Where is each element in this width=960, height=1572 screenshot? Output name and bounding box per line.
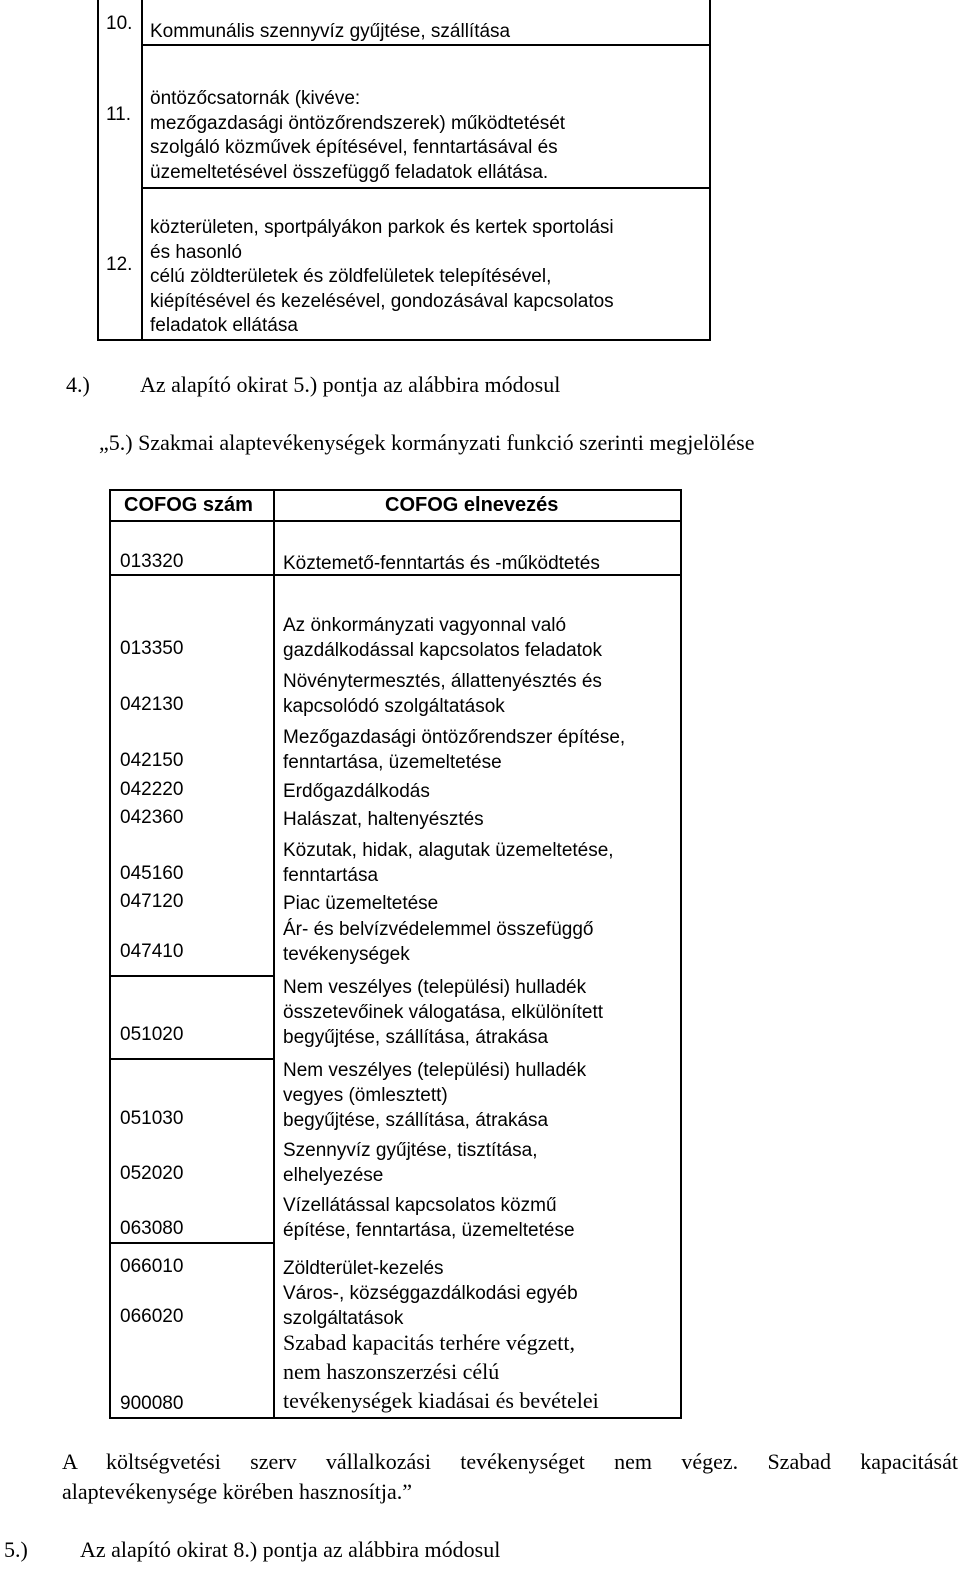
paragraph-line: A költségvetési szerv vállalkozási tevékenységet nem végez. Szabad kapacitását	[62, 1449, 958, 1474]
cofog-name-line: Szabad kapacitás terhére végzett,	[283, 1330, 575, 1355]
cofog-name-line: Szennyvíz gyűjtése, tisztítása,	[283, 1140, 538, 1161]
cofog-name-line: Zöldterület-kezelés	[283, 1258, 444, 1279]
cofog-code: 063080	[120, 1218, 184, 1239]
row-number: 10.	[106, 13, 133, 34]
cofog-name	[283, 725, 625, 775]
cofog-name-line: Köztemető-fenntartás és -működtetés	[283, 553, 600, 574]
section-5-subheading: „5.) Szakmai alaptevékenységek kormányzati funkció szerinti megjelölése	[99, 430, 755, 455]
column-header-name: COFOG elnevezés	[385, 494, 559, 516]
cofog-name	[283, 779, 430, 804]
cofog-code: 045160	[120, 863, 184, 884]
cofog-name	[283, 975, 603, 1050]
row-text-line: közterületen, sportpályákon parkok és kertek sportolási	[150, 217, 614, 238]
cofog-name-line: Közutak, hidak, alagutak üzemeltetése,	[283, 840, 614, 861]
cofog-code: 042150	[120, 750, 184, 771]
cofog-code: 042130	[120, 694, 184, 715]
cofog-name	[283, 669, 602, 719]
section-4-number: 4.)	[66, 372, 90, 397]
table-row-divider	[111, 1058, 275, 1060]
cofog-name-line: Az önkormányzati vagyonnal való	[283, 615, 567, 636]
cofog-name	[283, 1281, 578, 1331]
cofog-name-line: Ár- és belvízvédelemmel összefüggő	[283, 919, 594, 940]
row-text-line: és hasonló	[150, 241, 242, 263]
column-header-code: COFOG szám	[124, 494, 253, 516]
cofog-code: 066020	[120, 1306, 184, 1327]
cofog-name-line: fenntartása, üzemeltetése	[283, 752, 502, 773]
cofog-code: 052020	[120, 1163, 184, 1184]
cofog-code: 900080	[120, 1393, 184, 1414]
cofog-name	[283, 891, 438, 916]
cofog-name-line: gazdálkodással kapcsolatos feladatok	[283, 640, 602, 661]
cofog-name	[283, 1058, 586, 1133]
cofog-code: 047410	[120, 941, 184, 962]
cofog-name	[283, 1328, 599, 1415]
cofog-name-line: építése, fenntartása, üzemeltetése	[283, 1220, 575, 1241]
cofog-name-line: szolgáltatások	[283, 1308, 404, 1329]
cofog-name	[283, 917, 593, 967]
cofog-name-line: begyűjtése, szállítása, átrakása	[283, 1027, 549, 1048]
row-text-line: feladatok ellátása	[150, 315, 298, 336]
row-number: 12.	[106, 254, 133, 275]
cofog-name-line: Halászat, haltenyésztés	[283, 809, 484, 830]
row-text-line: üzemeltetésével összefüggő feladatok ellátása.	[150, 161, 549, 183]
paragraph-line: alaptevékenysége körében hasznosítja.”	[62, 1479, 413, 1504]
cofog-name-line: fenntartása	[283, 865, 379, 886]
cofog-name-line: begyűjtése, szállítása, átrakása	[283, 1110, 549, 1131]
closing-paragraph	[62, 1447, 958, 1507]
cofog-name	[283, 613, 602, 663]
cofog-code: 042360	[120, 807, 184, 828]
cofog-name-line: Erdőgazdálkodás	[283, 781, 430, 802]
cofog-name-line: Növénytermesztés, állattenyésztés és	[283, 671, 602, 692]
cofog-name-line: tevékenységek	[283, 944, 410, 965]
cofog-code: 042220	[120, 779, 184, 800]
section-4-heading: Az alapító okirat 5.) pontja az alábbira módosul	[140, 372, 561, 397]
row-text-line: kiépítésével és kezelésével, gondozásával kapcsolatos	[150, 290, 614, 312]
row-text-line: mezőgazdasági öntözőrendszerek) működtetését	[150, 112, 566, 134]
row-text	[150, 216, 710, 339]
cofog-code: 066010	[120, 1256, 184, 1277]
cofog-name	[283, 1193, 575, 1243]
cofog-code: 013320	[120, 551, 184, 572]
cofog-name-line: Nem veszélyes (települési) hulladék	[283, 1060, 587, 1081]
cofog-code: 013350	[120, 638, 184, 659]
row-text	[150, 87, 710, 185]
table-row-divider	[141, 187, 711, 189]
row-text: Kommunális szennyvíz gyűjtése, szállítása	[150, 21, 511, 42]
cofog-name	[283, 551, 600, 576]
cofog-name-line: nem haszonszerzési célú	[283, 1359, 500, 1384]
table-column-divider	[141, 0, 143, 341]
activities-table	[0, 0, 960, 345]
section-5-number: 5.)	[4, 1537, 28, 1562]
cofog-name-line: tevékenységek kiadásai és bevételei	[283, 1388, 599, 1413]
cofog-name-line: vegyes (ömlesztett)	[283, 1085, 448, 1106]
row-number: 11.	[106, 104, 132, 125]
table-row-divider	[111, 975, 275, 977]
cofog-code: 051020	[120, 1024, 184, 1045]
table-column-divider	[273, 491, 275, 1417]
table-header-divider	[111, 520, 680, 522]
cofog-name	[283, 1138, 538, 1188]
cofog-code: 047120	[120, 891, 184, 912]
section-5-heading: Az alapító okirat 8.) pontja az alábbira módosul	[80, 1537, 501, 1562]
row-text-line: öntözőcsatornák (kivéve:	[150, 88, 361, 109]
cofog-name-line: elhelyezése	[283, 1165, 384, 1186]
cofog-table	[109, 489, 682, 1419]
cofog-name-line: Piac üzemeltetése	[283, 893, 439, 914]
cofog-name-line: Város-, községgazdálkodási egyéb	[283, 1283, 578, 1304]
row-text-line: szolgáló közművek építésével, fenntartásával és	[150, 137, 558, 158]
row-text-line: célú zöldterületek és zöldfelületek telepítésével,	[150, 266, 552, 287]
cofog-name-line: Nem veszélyes (települési) hulladék	[283, 977, 587, 998]
cofog-name	[283, 1256, 444, 1281]
table-border-bottom	[97, 339, 711, 341]
cofog-name-line: összetevőinek válogatása, elkülönített	[283, 1002, 604, 1023]
table-row-divider	[111, 1242, 275, 1244]
cofog-name	[283, 807, 484, 832]
cofog-name	[283, 838, 614, 888]
table-border-left	[97, 0, 99, 341]
cofog-code: 051030	[120, 1108, 184, 1129]
cofog-name-line: Vízellátással kapcsolatos közmű	[283, 1195, 557, 1216]
cofog-name-line: Mezőgazdasági öntözőrendszer építése,	[283, 727, 626, 748]
cofog-name-line: kapcsolódó szolgáltatások	[283, 696, 505, 717]
